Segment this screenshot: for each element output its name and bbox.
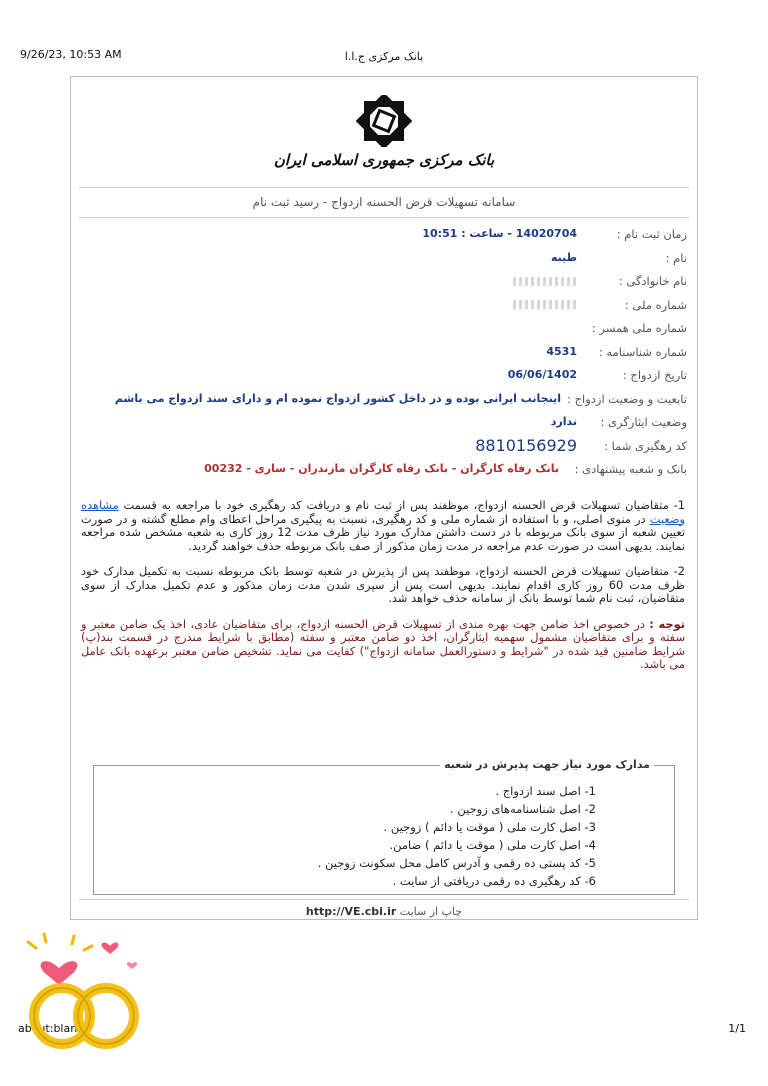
required-documents-title: مدارک مورد نیاز جهت پذیرش در شعبه	[440, 758, 654, 771]
field-marriage-date	[87, 368, 687, 392]
note-2: 2- متقاضیان تسهیلات قرض الحسنه ازدواج، موظفند پس از پذیرش در شعبه توسط بانک مربوطه نسبت به تکمیل مدارک خود ظرف مدت 60 روز کاری اقدام نمایند. بدیهی است پس از سپری شدن مدت زمان مذکور و عدم تکمیل مدارک از سوی متقاضیان، ثبت نام شما توسط بانک از سامانه حذف خواهد شد.	[81, 564, 685, 605]
field-label: شماره ملی :	[624, 297, 687, 312]
required-documents-box	[93, 758, 675, 895]
redacted-value	[513, 274, 577, 287]
field-national-id	[87, 298, 687, 322]
receipt-panel	[70, 76, 698, 920]
note-1	[81, 499, 685, 553]
field-value: اینجانب ایرانی بوده و در داخل کشور ازدواج نموده ام و دارای سند ازدواج می باشم	[114, 391, 561, 405]
status-view-link[interactable]: مشاهده وضعیت	[81, 498, 685, 526]
field-id-number	[87, 345, 687, 369]
field-nationality	[87, 392, 687, 416]
field-value: 06/06/1402	[507, 368, 577, 381]
field-label: نام :	[665, 250, 687, 265]
list-item: 2- اصل شناسنامه‌های زوجین .	[450, 802, 596, 816]
print-page-title: بانک مرکزی ج.ا.ا	[344, 50, 424, 63]
field-label: تاریخ ازدواج :	[622, 368, 687, 382]
divider	[79, 217, 689, 218]
list-item: 1- اصل سند ازدواج .	[495, 784, 596, 798]
field-value: 14020704 - ساعت : 10:51	[422, 227, 577, 240]
list-item: 6- کد رهگیری ده رقمی دریافتی از سایت .	[392, 874, 596, 888]
note-text: در منوی اصلی، و با استفاده از شماره ملی و کد رهگیری، نسبت به پیگیری مراحل اعطای وام مطلع گشته و در صورت تعیین شعبه از سوی بانک مربوطه با در دست داشتن مدارک مورد نیاز ظرف مدت 12 روز کاری به شعبه مشخص شده مراجعه نمایند. بدیهی است در صورت عدم مراجعه در مدت زمان مذکور از صف بانک مربوطه حذف خواهند گردید.	[81, 511, 685, 553]
print-datetime: 9/26/23, 10:53 AM	[20, 48, 122, 61]
field-label: کد رهگیری شما :	[604, 438, 687, 453]
attention-note	[81, 618, 685, 672]
system-title: سامانه تسهیلات قرض الحسنه ازدواج - رسید ثبت نام	[252, 195, 516, 209]
print-page-number: 1/1	[728, 1022, 746, 1035]
print-source	[71, 905, 697, 918]
note-text: 1- متقاضیان تسهیلات قرض الحسنه ازدواج، موظفند پس از ثبت نام و دریافت کد رهگیری خود با مراجعه به قسمت	[118, 498, 685, 512]
field-label: نام خانوادگی :	[618, 274, 687, 288]
field-name	[87, 251, 687, 275]
redaction-mark	[513, 300, 577, 309]
field-value: بانک رفاه کارگران - بانک رفاه کارگران مازندران - ساری - 00232	[204, 462, 559, 475]
field-spouse-national-id	[87, 321, 687, 345]
attention-text: در خصوص اخذ ضامن جهت بهره مندی از تسهیلات قرض الحسنه ازدواج، برای متقاضیان عادی، اخذ یک ضامن معتبر و سفته و برای متقاضیان مشمول سهمیه ایثارگران، اخذ دو ضامن معتبر و سفته (مطابق با شرایط مندرج در قسمت بند(پ) شرایط ضامنین قید شده در "شرایط و دستورالعمل سامانه ازدواج") کفایت می نماید. تشخیص ضامن معتبر برعهده بانک عامل می باشد.	[81, 616, 685, 671]
field-label: شماره شناسنامه :	[598, 344, 687, 359]
field-value: طیبه	[550, 250, 577, 264]
logo-text: بانک مرکزی جمهوری اسلامی ایران	[273, 151, 495, 169]
print-source-label: چاپ از سایت	[399, 905, 463, 918]
wedding-rings-hearts-icon	[14, 930, 154, 1060]
tracking-code-value: 8810156929	[475, 435, 577, 455]
field-label: وضعیت ایثارگری :	[600, 415, 687, 429]
field-veteran-status	[87, 415, 687, 439]
field-registration-time	[87, 227, 687, 251]
notes-section	[81, 499, 685, 684]
divider	[79, 899, 689, 900]
logo-area	[71, 87, 697, 191]
field-value: 4531	[546, 344, 577, 358]
field-tracking-code	[87, 435, 687, 463]
divider	[79, 187, 689, 188]
print-source-url: http://VE.cbi.ir	[305, 905, 397, 918]
required-documents-list	[318, 782, 596, 890]
field-label: تابعیت و وضعیت ازدواج :	[567, 391, 687, 406]
redacted-value	[513, 298, 577, 311]
registration-fields	[87, 227, 687, 486]
field-label: شماره ملی همسر :	[591, 321, 687, 335]
print-url: about:blank	[18, 1022, 84, 1035]
list-item: 5- کد پستی ده رقمی و آدرس کامل محل سکونت زوجین .	[317, 856, 596, 870]
attention-label: توجه :	[649, 616, 686, 631]
list-item: 4- اصل کارت ملی ( موقت یا دائم ) ضامن.	[389, 838, 596, 852]
field-family-name	[87, 274, 687, 298]
field-bank-branch	[87, 462, 687, 486]
field-label: بانک و شعبه پیشنهادی :	[574, 462, 687, 476]
central-bank-emblem-icon	[353, 95, 415, 147]
field-label: زمان ثبت نام :	[616, 227, 687, 241]
redaction-mark	[513, 277, 577, 286]
list-item: 3- اصل کارت ملی ( موقت یا دائم ) زوجین .	[383, 820, 596, 834]
field-value: ندارد	[550, 415, 577, 428]
